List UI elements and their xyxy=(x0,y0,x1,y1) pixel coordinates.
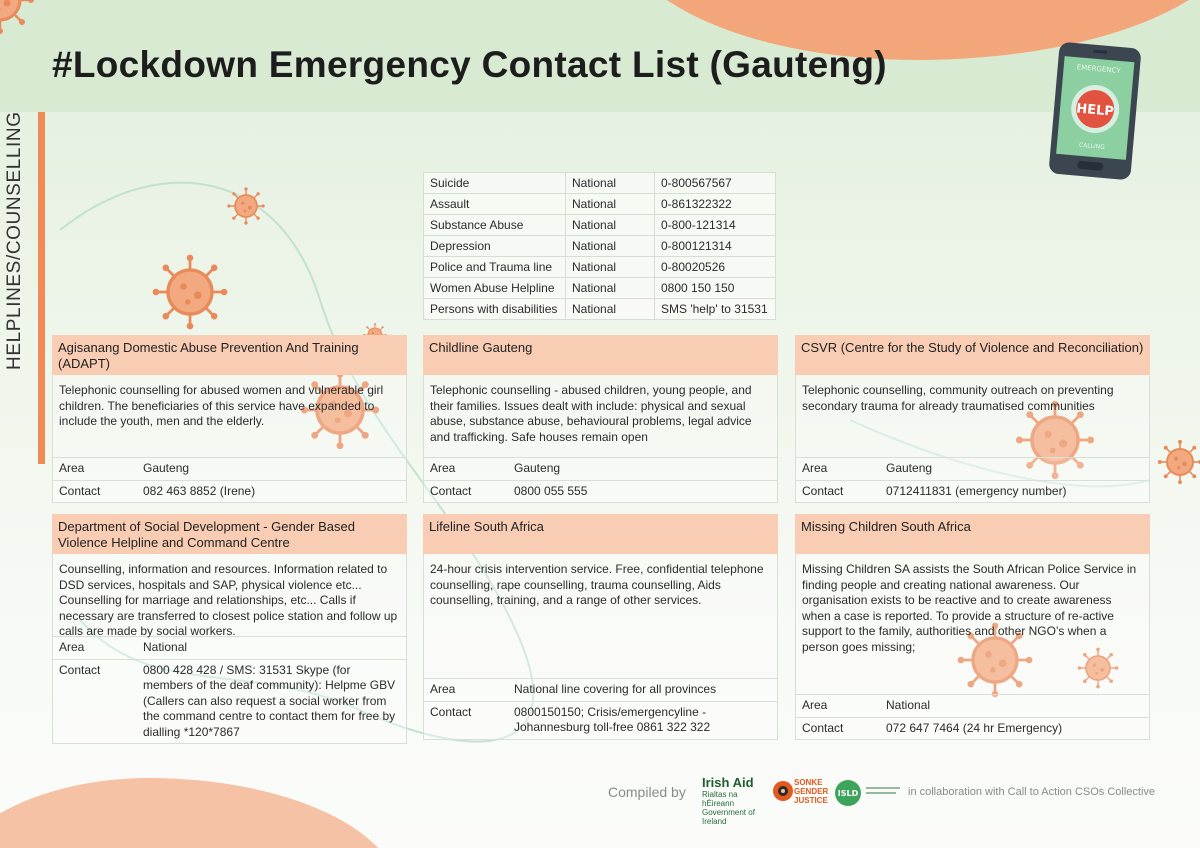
card-title: Agisanang Domestic Abuse Prevention And Training (ADAPT) xyxy=(52,335,407,375)
contact-value: 0800 428 428 / SMS: 31531 Skype (for members of the deaf community): Helpme GBV (Callers can also request a social worker from the command centre to contact them for free by dialling *120*7867 xyxy=(143,662,396,739)
card-area-row xyxy=(423,457,778,481)
contact-label: Contact xyxy=(802,483,844,498)
isld-text: ISLD xyxy=(837,789,859,798)
card-title: Lifeline South Africa xyxy=(423,514,778,554)
hotline-scope: National xyxy=(566,257,655,278)
card-description: Telephonic counselling - abused children, young people, and their families. Issues dealt with include: physical and sexual abuse, substance abuse, behavioural problems, legal advice and trafficking. Safe houses remain open xyxy=(423,375,778,457)
sonke-line3: JUSTICE xyxy=(794,796,828,805)
card-contact-row xyxy=(795,718,1150,741)
table-row xyxy=(424,173,776,194)
irish-aid-sub2: Government of Ireland xyxy=(702,808,755,826)
area-label: Area xyxy=(802,698,828,712)
hotline-name: Assault xyxy=(424,194,566,215)
sidebar-label: HELPLINES/COUNSELLING xyxy=(4,111,25,370)
card-description: 24-hour crisis intervention service. Free, confidential telephone counselling, rape counselling, trauma counselling, Aids counselling, training, and a range of other services. xyxy=(423,554,778,678)
area-value: Gauteng xyxy=(143,461,190,475)
contact-value: 0800150150; Crisis/emergencyline - Johannesburg toll-free 0861 322 322 xyxy=(514,704,711,734)
contact-label: Contact xyxy=(430,483,472,498)
hotline-number: SMS 'help' to 31531 xyxy=(655,299,776,320)
contact-value: 0800 055 555 xyxy=(514,483,588,498)
area-label: Area xyxy=(430,461,456,475)
area-value: National line covering for all provinces xyxy=(514,682,717,696)
hotline-scope: National xyxy=(566,215,655,236)
hotline-number: 0-800121314 xyxy=(655,236,776,257)
irish-aid-logo xyxy=(702,775,768,826)
hotline-number: 0-800-121314 xyxy=(655,215,776,236)
hotline-name: Persons with disabilities xyxy=(424,299,566,320)
footer xyxy=(0,775,1200,826)
card-contact-row xyxy=(423,481,778,504)
card-title: Childline Gauteng xyxy=(423,335,778,375)
emergency-phone-icon xyxy=(1046,40,1144,183)
isld-logo xyxy=(834,778,904,808)
table-row xyxy=(424,194,776,215)
card-contact-row xyxy=(52,660,407,745)
card-childline xyxy=(423,335,778,503)
card-area-row xyxy=(795,694,1150,718)
card-dsd xyxy=(52,514,407,744)
hotline-scope: National xyxy=(566,194,655,215)
card-contact-row xyxy=(423,702,778,740)
card-adapt xyxy=(52,335,407,503)
sonke-line2: GENDER xyxy=(794,787,829,796)
collaboration-note: in collaboration with Call to Action CSOs Collective xyxy=(908,786,1156,798)
contact-label: Contact xyxy=(59,662,101,677)
hotline-scope: National xyxy=(566,173,655,194)
sonke-gender-justice-logo xyxy=(772,776,828,810)
card-area-row xyxy=(52,636,407,660)
hotline-name: Police and Trauma line xyxy=(424,257,566,278)
hotline-number: 0-80020526 xyxy=(655,257,776,278)
area-label: Area xyxy=(59,640,85,654)
card-description: Counselling, information and resources. Information related to DSD services, hospitals and SAP, physical violence etc... Counselling for marriage and relationships, etc... Calls if necessary are transferred to closest police station and follow up calls are made by social workers. xyxy=(52,554,407,636)
card-missing-children xyxy=(795,514,1150,740)
phone-help-text: HELP xyxy=(1075,101,1115,120)
phone-top-text: EMERGENCY xyxy=(1076,63,1121,76)
card-lifeline xyxy=(423,514,778,740)
hotline-number: 0-861322322 xyxy=(655,194,776,215)
contact-value: 082 463 8852 (Irene) xyxy=(143,483,256,498)
table-row xyxy=(424,278,776,299)
contact-label: Contact xyxy=(59,483,101,498)
area-value: National xyxy=(143,640,188,654)
card-contact-row xyxy=(52,481,407,504)
page-title: #Lockdown Emergency Contact List (Gauteng) xyxy=(52,44,887,85)
hotline-name: Depression xyxy=(424,236,566,257)
hotline-scope: National xyxy=(566,236,655,257)
card-area-row xyxy=(423,678,778,702)
hotline-scope: National xyxy=(566,299,655,320)
phone-bottom-text: CALLING xyxy=(1078,141,1106,151)
card-contact-row xyxy=(795,481,1150,504)
hotline-name: Women Abuse Helpline xyxy=(424,278,566,299)
hotline-scope: National xyxy=(566,278,655,299)
virus-icon xyxy=(0,0,34,34)
area-value: Gauteng xyxy=(514,461,561,475)
hotline-name: Suicide xyxy=(424,173,566,194)
compiled-by-label: Compiled by xyxy=(608,784,686,800)
card-area-row xyxy=(52,457,407,481)
card-csvr xyxy=(795,335,1150,503)
card-area-row xyxy=(795,457,1150,481)
area-value: National xyxy=(886,698,931,712)
sidebar-accent-bar xyxy=(38,112,45,464)
area-value: Gauteng xyxy=(886,461,933,475)
contact-label: Contact xyxy=(802,720,844,735)
card-description: Telephonic counselling for abused women and vulnerable girl children. The beneficiaries of this service have expanded to include the youth, men and the elderly. xyxy=(52,375,407,457)
hotline-table xyxy=(423,172,776,320)
card-description: Telephonic counselling, community outreach on preventing secondary trauma for already traumatised communities xyxy=(795,375,1150,457)
contact-value: 072 647 7464 (24 hr Emergency) xyxy=(886,720,1063,735)
table-row xyxy=(424,236,776,257)
irish-aid-name: Irish Aid xyxy=(702,775,754,790)
card-title: CSVR (Centre for the Study of Violence and Reconciliation) xyxy=(795,335,1150,375)
card-description: Missing Children SA assists the South African Police Service in finding people and creating national awareness. Our organisation exists to be reactive and to create awareness when a case is reported. To provide a structure of re-active support to the family, authorities and other NGO’s when a person goes missing; xyxy=(795,554,1150,694)
sonke-line1: SONKE xyxy=(794,778,823,787)
irish-aid-sub1: Rialtas na hÉireann xyxy=(702,790,738,808)
area-label: Area xyxy=(430,682,456,696)
hotline-name: Substance Abuse xyxy=(424,215,566,236)
table-row xyxy=(424,215,776,236)
contact-label: Contact xyxy=(430,704,472,719)
hotline-number: 0-800567567 xyxy=(655,173,776,194)
area-label: Area xyxy=(802,461,828,475)
card-title: Missing Children South Africa xyxy=(795,514,1150,554)
table-row xyxy=(424,299,776,320)
table-row xyxy=(424,257,776,278)
contact-value: 0712411831 (emergency number) xyxy=(886,483,1067,498)
area-label: Area xyxy=(59,461,85,475)
sonke-emblem-icon xyxy=(772,776,794,806)
hotline-number: 0800 150 150 xyxy=(655,278,776,299)
card-title: Department of Social Development - Gender Based Violence Helpline and Command Centre xyxy=(52,514,407,554)
